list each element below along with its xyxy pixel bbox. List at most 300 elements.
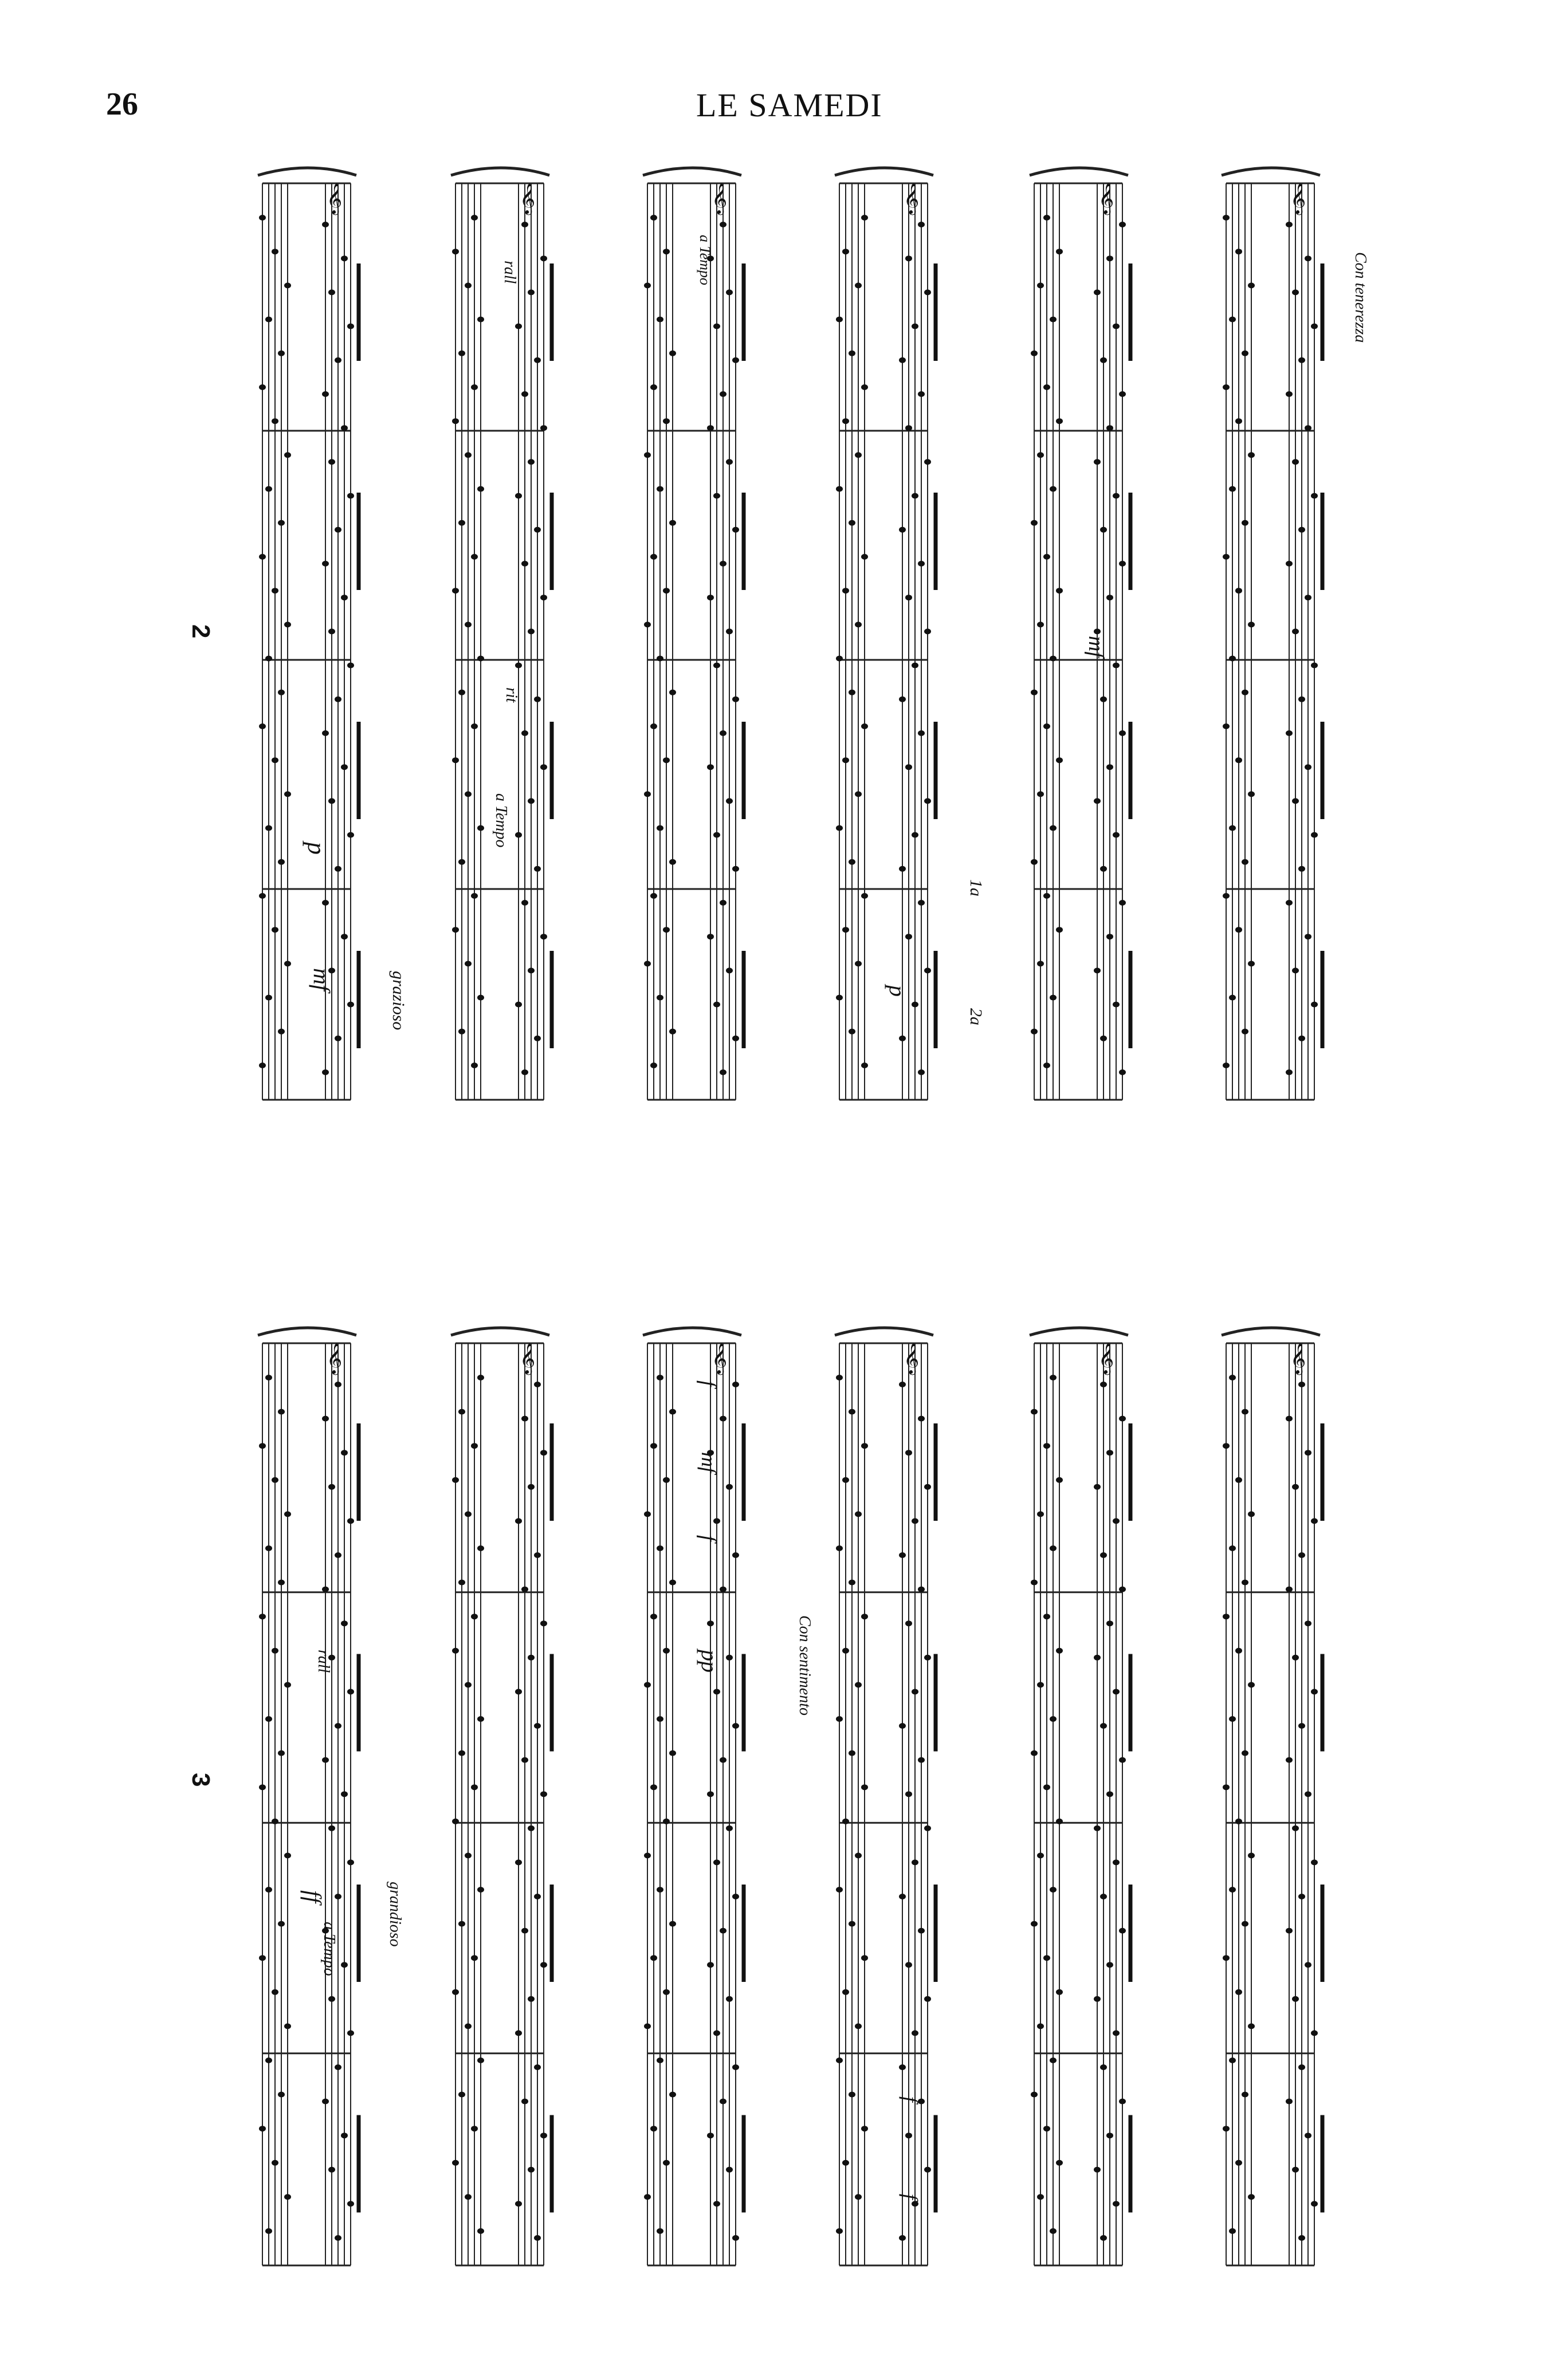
note-head [259,1955,266,1961]
note-head [657,2228,663,2234]
note-head [1311,1518,1318,1524]
note-head [284,1852,291,1858]
note-head [534,2064,541,2070]
marking-f: f [696,1380,720,1387]
note-head [528,289,535,295]
note-head [347,663,354,668]
note-head [713,324,720,329]
note-head [335,697,341,702]
note-head [521,730,528,736]
note-head [1043,893,1050,899]
note-head [1298,1382,1305,1387]
note-head [1043,554,1050,560]
marking-volta-2: 2a [967,1008,985,1025]
note-head [713,1518,720,1524]
note-head [1037,791,1044,797]
note-head [1248,2194,1255,2200]
marking-p: p [303,842,331,855]
note-head [1229,2058,1236,2063]
note-head [732,2064,739,2070]
note-head [899,527,906,533]
note-head [912,493,918,499]
note-head [1292,628,1299,634]
note-head [912,2030,918,2036]
note-head [278,2092,285,2098]
note-head [322,222,329,227]
note-head [322,1757,329,1763]
note-head [912,1002,918,1008]
note-head [918,730,925,736]
note-head [1106,1620,1113,1626]
note-head [341,764,348,770]
note-head [924,1996,931,2002]
note-head [726,798,733,804]
note-head [1305,255,1311,261]
note-head [1223,215,1230,221]
note-head [1106,425,1113,431]
note-head [663,1648,670,1654]
note-head [1242,1580,1248,1586]
marking-p-2: p [885,985,910,997]
note-head [1311,1859,1318,1865]
note-head [272,249,278,254]
note-head [669,690,676,695]
note-head [322,391,329,397]
note-head [1106,934,1113,939]
note-head [726,1484,733,1490]
note-head [1305,934,1311,939]
marking-grandioso: grandioso [386,1882,404,1947]
note-head [272,1648,278,1654]
note-head [322,1416,329,1422]
marking-a-tempo-2: a Tempo [697,235,713,285]
note-head [347,493,354,499]
marking-volta-1: 1a [967,879,985,896]
note-head [836,2228,843,2234]
note-head [265,1545,272,1551]
note-head [1106,1791,1113,1797]
note-head [1305,595,1311,600]
note-head [1298,1552,1305,1558]
note-head [1229,1887,1236,1893]
note-head [328,289,335,295]
note-head [1043,1784,1050,1790]
note-head [836,486,843,492]
note-head [1305,1620,1311,1626]
note-head [1100,527,1107,533]
note-head [265,1887,272,1893]
note-head [1056,1648,1063,1654]
note-head [259,1443,266,1449]
note-head [1119,391,1126,397]
note-head [732,1552,739,1558]
system-brace [451,168,549,175]
note-head [1311,1002,1318,1008]
note-head [842,757,849,763]
note-head [1248,1511,1255,1517]
note-head [534,2235,541,2241]
note-head [726,1996,733,2002]
note-head [726,459,733,465]
note-head [861,554,868,560]
note-head [855,961,862,966]
note-head [1229,1545,1236,1551]
note-head [855,791,862,797]
marking-ff: ff [300,1890,326,1903]
note-head [663,1989,670,1995]
note-head [855,1852,862,1858]
note-head [918,1757,925,1763]
note-head [528,628,535,634]
note-head [347,1518,354,1524]
note-head [1094,1826,1101,1831]
note-head [1223,384,1230,390]
note-head [707,425,714,431]
note-head [836,995,843,1001]
note-head [1248,1852,1255,1858]
note-head [515,2030,522,2036]
note-head [924,459,931,465]
note-head [341,1620,348,1626]
note-head [899,697,906,702]
treble-clef-icon: 𝄞 [904,1343,920,1374]
note-head [918,222,925,227]
note-head [1223,2126,1230,2131]
note-head [1094,967,1101,973]
note-head [713,2201,720,2206]
note-head [663,1477,670,1483]
note-head [650,1784,657,1790]
note-head [1119,2099,1126,2104]
note-head [1100,866,1107,872]
note-head [1292,1484,1299,1490]
note-head [458,520,465,526]
note-head [1298,1723,1305,1729]
note-head [1056,588,1063,593]
note-head [335,2235,341,2241]
note-head [720,900,726,906]
note-head [1235,1648,1242,1654]
note-head [521,391,528,397]
note-head [644,282,651,288]
note-head [861,893,868,899]
note-head [265,656,272,662]
note-head [1286,1928,1293,1934]
note-head [477,1887,484,1893]
note-head [924,967,931,973]
note-head [855,282,862,288]
note-head [1031,1921,1038,1927]
note-head [713,493,720,499]
note-head [1305,764,1311,770]
note-head [540,1791,547,1797]
note-head [663,588,670,593]
note-head [534,697,541,702]
note-head [849,1409,855,1415]
note-head [1119,222,1126,227]
note-head [1094,459,1101,465]
note-head [1286,391,1293,397]
note-head [1043,2126,1050,2131]
note-head [1292,1996,1299,2002]
note-head [284,961,291,966]
note-head [1037,1682,1044,1687]
note-head [1043,1063,1050,1068]
note-head [477,317,484,322]
note-head [657,486,663,492]
page-title: LE SAMEDI [696,86,883,124]
note-head [905,1620,912,1626]
note-head [1113,2201,1120,2206]
note-head [1292,1655,1299,1661]
note-head [1235,1477,1242,1483]
note-head [471,1784,478,1790]
note-head [347,832,354,838]
note-head [732,1382,739,1387]
note-head [1119,561,1126,567]
marking-pp: pp [697,1650,722,1673]
note-head [707,764,714,770]
note-head [1037,2194,1044,2200]
note-head [477,656,484,662]
note-head [1242,520,1248,526]
note-head [669,1029,676,1034]
marking-con-tenerezza: Con tenerezza [1352,252,1369,343]
note-head [347,1002,354,1008]
note-head [534,1552,541,1558]
note-head [720,730,726,736]
note-head [265,2058,272,2063]
system-brace [643,1328,741,1335]
note-head [644,961,651,966]
note-head [1106,1962,1113,1968]
note-head [905,1450,912,1455]
note-head [663,2160,670,2166]
note-head [732,527,739,533]
note-head [855,452,862,458]
note-head [669,351,676,356]
note-head [341,595,348,600]
note-head [1106,595,1113,600]
note-head [341,1962,348,1968]
note-head [284,791,291,797]
note-head [650,893,657,899]
note-head [726,628,733,634]
note-head [1305,425,1311,431]
note-head [272,588,278,593]
note-head [1223,893,1230,899]
note-head [663,1819,670,1824]
note-head [347,1689,354,1694]
note-head [471,723,478,729]
note-head [1056,249,1063,254]
note-head [726,289,733,295]
note-head [707,1620,714,1626]
note-head [278,859,285,865]
note-head [1094,798,1101,804]
note-head [899,1723,906,1729]
note-head [1242,690,1248,695]
note-head [918,900,925,906]
note-head [849,859,855,865]
note-head [836,1887,843,1893]
note-head [515,1689,522,1694]
note-head [1113,1689,1120,1694]
marking-grazioso: grazioso [389,971,408,1030]
note-head [1050,825,1057,831]
note-head [650,2126,657,2131]
note-head [663,927,670,933]
note-head [707,595,714,600]
note-head [842,1819,849,1824]
note-head [1100,1894,1107,1899]
note-head [644,1511,651,1517]
treble-clef-icon: 𝄞 [1290,1343,1306,1374]
note-head [265,1375,272,1380]
treble-clef-icon: 𝄞 [712,183,728,214]
note-head [328,1826,335,1831]
note-head [1292,289,1299,295]
note-head [471,1063,478,1068]
note-head [528,798,535,804]
note-head [471,554,478,560]
note-head [1242,859,1248,865]
note-head [265,2228,272,2234]
note-head [471,384,478,390]
note-head [650,723,657,729]
note-head [899,1382,906,1387]
note-head [1113,493,1120,499]
note-head [1119,1416,1126,1422]
note-head [713,832,720,838]
note-head [1298,357,1305,363]
note-head [861,1955,868,1961]
note-head [347,324,354,329]
note-head [452,757,459,763]
note-head [836,1716,843,1722]
note-head [1248,1682,1255,1687]
note-head [855,621,862,627]
note-head [341,934,348,939]
note-head [1031,859,1038,865]
note-head [458,1750,465,1756]
note-head [861,1443,868,1449]
marking-rall-2: rall [315,1650,332,1673]
note-head [1043,723,1050,729]
note-head [1031,1580,1038,1586]
note-head [328,798,335,804]
note-head [272,2160,278,2166]
note-head [528,1655,535,1661]
note-head [1031,2092,1038,2098]
note-head [259,554,266,560]
note-head [534,527,541,533]
note-head [1223,1614,1230,1619]
note-head [644,1852,651,1858]
note-head [861,2126,868,2131]
note-head [1223,1063,1230,1068]
note-head [1056,927,1063,933]
note-head [1223,1784,1230,1790]
note-head [899,2235,906,2241]
note-head [1094,1484,1101,1490]
note-head [322,561,329,567]
note-head [1229,995,1236,1001]
note-head [720,1069,726,1075]
marking-f-4: f [899,2194,922,2200]
section-number-2: 2 [187,624,215,639]
note-head [657,2058,663,2063]
note-head [1106,2133,1113,2138]
treble-clef-icon: 𝄞 [520,1343,536,1374]
note-head [657,317,663,322]
note-head [720,391,726,397]
note-head [1094,1655,1101,1661]
note-head [657,1545,663,1551]
note-head [1113,324,1120,329]
note-head [849,1029,855,1034]
note-head [1050,317,1057,322]
note-head [284,621,291,627]
note-head [1094,628,1101,634]
note-head [1242,1409,1248,1415]
note-head [644,452,651,458]
note-head [272,757,278,763]
note-head [924,1484,931,1490]
note-head [515,2201,522,2206]
note-head [707,934,714,939]
note-head [265,1716,272,1722]
note-head [1248,621,1255,627]
note-head [521,1069,528,1075]
note-head [465,2023,472,2029]
note-head [918,1416,925,1422]
note-head [912,2201,918,2206]
note-head [341,255,348,261]
note-head [465,2194,472,2200]
note-head [265,995,272,1001]
note-head [1286,1416,1293,1422]
note-head [1292,2167,1299,2173]
note-head [1298,2064,1305,2070]
note-head [1043,1955,1050,1961]
note-head [1106,764,1113,770]
note-head [1056,1989,1063,1995]
note-head [465,791,472,797]
note-head [644,2023,651,2029]
note-head [1050,486,1057,492]
note-head [1043,1443,1050,1449]
note-head [265,317,272,322]
note-head [341,425,348,431]
note-head [521,561,528,567]
note-head [521,2099,528,2104]
note-head [335,1382,341,1387]
note-head [347,1859,354,1865]
note-head [657,1887,663,1893]
note-head [458,859,465,865]
note-head [1106,1450,1113,1455]
note-head [259,2126,266,2131]
note-head [924,798,931,804]
note-head [335,527,341,533]
note-head [1113,1518,1120,1524]
note-head [1223,1955,1230,1961]
note-head [1100,2235,1107,2241]
note-head [899,1036,906,1041]
note-head [1031,520,1038,526]
note-head [732,1036,739,1041]
